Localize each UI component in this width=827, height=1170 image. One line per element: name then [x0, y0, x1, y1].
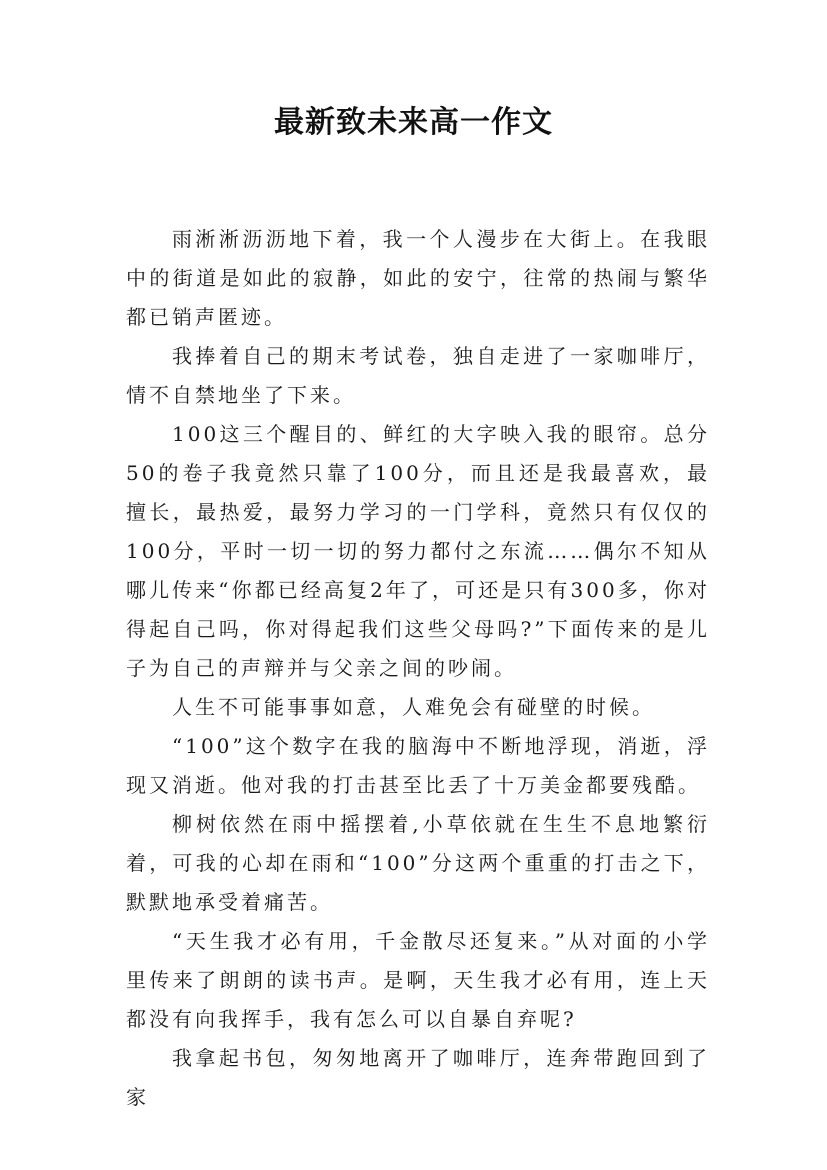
paragraph: “100”这个数字在我的脑海中不断地浮现，消逝，浮现又消逝。他对我的打击甚至比丢了十万美金都要残酷。: [126, 734, 710, 797]
document-title: 最新致未来高一作文: [274, 105, 553, 140]
paragraph: 人生不可能事事如意，人难免会有碰壁的时候。: [172, 695, 655, 719]
paragraph: 柳树依然在雨中摇摆着,小草依就在生生不息地繁衍着，可我的心却在雨和“100”分这两个重重的打击之下，默默地承受着痛苦。: [126, 812, 710, 914]
paragraph: 我捧着自己的期末考试卷，独自走进了一家咖啡厅，情不自禁地坐了下来。: [126, 344, 710, 407]
paragraph: 100这三个醒目的、鲜红的大字映入我的眼帘。总分50的卷子我竟然只靠了100分，而且还是我最喜欢，最擅长，最热爱，最努力学习的一门学科，竟然只有仅仅的100分，平时一切一切的努力都付之东流……偶尔不知从哪儿传来“你都已经高复2年了，可还是只有300多，你对得起自己吗，你对得起我们这些父母吗?”下面传来的是儿子为自己的声辩并与父亲之间的吵闹。: [126, 422, 710, 680]
paragraph: 我拿起书包，匆匆地离开了咖啡厅，连奔带跑回到了家: [126, 1046, 710, 1109]
paragraph: 雨淅淅沥沥地下着，我一个人漫步在大街上。在我眼中的街道是如此的寂静，如此的安宁，往常的热闹与繁华都已销声匿迹。: [126, 227, 710, 329]
paragraph: “天生我才必有用，千金散尽还复来。”从对面的小学里传来了朗朗的读书声。是啊，天生我才必有用，连上天都没有向我挥手，我有怎么可以自暴自弃呢?: [126, 929, 710, 1031]
document-body: [126, 220, 710, 1117]
